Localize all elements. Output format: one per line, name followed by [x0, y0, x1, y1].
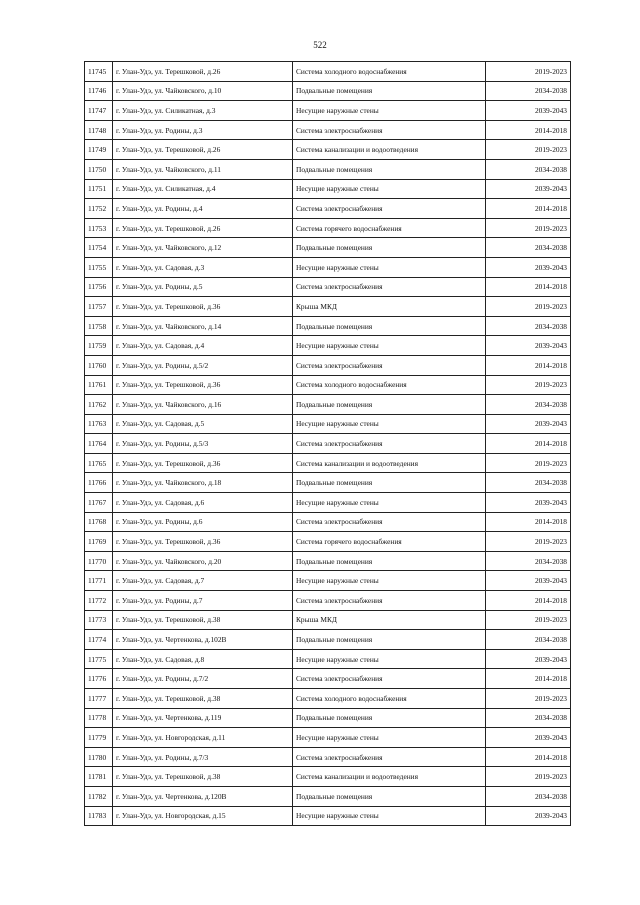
row-address: г. Улан-Удэ, ул. Садовая, д.5 — [113, 414, 293, 434]
row-number: 11776 — [85, 669, 113, 689]
row-system: Несущие наружные стены — [293, 336, 486, 356]
row-period: 2034-2038 — [486, 316, 571, 336]
row-address: г. Улан-Удэ, ул. Чайковского, д.14 — [113, 316, 293, 336]
row-number: 11775 — [85, 649, 113, 669]
registry-table — [84, 61, 571, 826]
row-period: 2014-2018 — [486, 277, 571, 297]
table-row — [85, 493, 571, 513]
row-system: Подвальные помещения — [293, 551, 486, 571]
row-number: 11751 — [85, 179, 113, 199]
row-address: г. Улан-Удэ, ул. Чайковского, д.12 — [113, 238, 293, 258]
row-number: 11746 — [85, 81, 113, 101]
row-system: Система горячего водоснабжения — [293, 218, 486, 238]
row-period: 2034-2038 — [486, 473, 571, 493]
row-number: 11771 — [85, 571, 113, 591]
row-period: 2034-2038 — [486, 81, 571, 101]
row-system: Система электроснабжения — [293, 355, 486, 375]
row-period: 2019-2023 — [486, 453, 571, 473]
row-number: 11782 — [85, 786, 113, 806]
row-period: 2014-2018 — [486, 591, 571, 611]
row-period: 2019-2023 — [486, 297, 571, 317]
row-period: 2019-2023 — [486, 62, 571, 82]
row-period: 2039-2043 — [486, 493, 571, 513]
row-system: Крыша МКД — [293, 610, 486, 630]
row-number: 11774 — [85, 630, 113, 650]
row-address: г. Улан-Удэ, ул. Чертенкова, д.120В — [113, 786, 293, 806]
table-row — [85, 355, 571, 375]
row-number: 11767 — [85, 493, 113, 513]
row-system: Подвальные помещения — [293, 81, 486, 101]
row-number: 11772 — [85, 591, 113, 611]
row-number: 11766 — [85, 473, 113, 493]
row-address: г. Улан-Удэ, ул. Родины, д.7 — [113, 591, 293, 611]
table-row — [85, 277, 571, 297]
row-period: 2019-2023 — [486, 218, 571, 238]
row-number: 11778 — [85, 708, 113, 728]
row-period: 2039-2043 — [486, 179, 571, 199]
row-number: 11759 — [85, 336, 113, 356]
row-system: Подвальные помещения — [293, 395, 486, 415]
row-number: 11770 — [85, 551, 113, 571]
row-system: Несущие наружные стены — [293, 257, 486, 277]
row-system: Система электроснабжения — [293, 512, 486, 532]
row-period: 2034-2038 — [486, 786, 571, 806]
row-address: г. Улан-Удэ, ул. Чертенкова, д.102В — [113, 630, 293, 650]
table-row — [85, 728, 571, 748]
row-system: Несущие наружные стены — [293, 493, 486, 513]
row-system: Подвальные помещения — [293, 159, 486, 179]
row-number: 11761 — [85, 375, 113, 395]
row-system: Система электроснабжения — [293, 199, 486, 219]
row-address: г. Улан-Удэ, ул. Садовая, д.4 — [113, 336, 293, 356]
table-row — [85, 630, 571, 650]
row-system: Система канализации и водоотведения — [293, 453, 486, 473]
table-row — [85, 649, 571, 669]
row-period: 2039-2043 — [486, 649, 571, 669]
page-number: 522 — [313, 40, 327, 50]
row-system: Система холодного водоснабжения — [293, 689, 486, 709]
row-system: Крыша МКД — [293, 297, 486, 317]
row-address: г. Улан-Удэ, ул. Терешковой, д.36 — [113, 532, 293, 552]
row-address: г. Улан-Удэ, ул. Терешковой, д.38 — [113, 610, 293, 630]
row-address: г. Улан-Удэ, ул. Родины, д.5/2 — [113, 355, 293, 375]
row-period: 2039-2043 — [486, 257, 571, 277]
row-system: Несущие наружные стены — [293, 806, 486, 826]
table-row — [85, 120, 571, 140]
table-row — [85, 532, 571, 552]
row-address: г. Улан-Удэ, ул. Родины, д.4 — [113, 199, 293, 219]
row-system: Несущие наружные стены — [293, 414, 486, 434]
row-number: 11765 — [85, 453, 113, 473]
table-row — [85, 395, 571, 415]
row-number: 11755 — [85, 257, 113, 277]
row-number: 11750 — [85, 159, 113, 179]
row-number: 11783 — [85, 806, 113, 826]
row-period: 2014-2018 — [486, 120, 571, 140]
row-period: 2014-2018 — [486, 669, 571, 689]
row-period: 2034-2038 — [486, 395, 571, 415]
row-period: 2039-2043 — [486, 101, 571, 121]
table-row — [85, 159, 571, 179]
table-row — [85, 238, 571, 258]
row-system: Система горячего водоснабжения — [293, 532, 486, 552]
row-system: Система электроснабжения — [293, 120, 486, 140]
row-system: Система электроснабжения — [293, 747, 486, 767]
row-period: 2039-2043 — [486, 571, 571, 591]
row-address: г. Улан-Удэ, ул. Новгородская, д.15 — [113, 806, 293, 826]
row-system: Система электроснабжения — [293, 434, 486, 454]
row-address: г. Улан-Удэ, ул. Терешковой, д.38 — [113, 767, 293, 787]
row-address: г. Улан-Удэ, ул. Терешковой, д.36 — [113, 297, 293, 317]
row-address: г. Улан-Удэ, ул. Родины, д.3 — [113, 120, 293, 140]
row-number: 11756 — [85, 277, 113, 297]
row-system: Подвальные помещения — [293, 473, 486, 493]
row-system: Система электроснабжения — [293, 669, 486, 689]
table-row — [85, 257, 571, 277]
table-row — [85, 767, 571, 787]
table-row — [85, 669, 571, 689]
row-number: 11757 — [85, 297, 113, 317]
row-number: 11753 — [85, 218, 113, 238]
row-period: 2034-2038 — [486, 159, 571, 179]
table-row — [85, 551, 571, 571]
table-row — [85, 218, 571, 238]
row-system: Несущие наружные стены — [293, 728, 486, 748]
row-system: Подвальные помещения — [293, 630, 486, 650]
row-address: г. Улан-Удэ, ул. Садовая, д.6 — [113, 493, 293, 513]
row-number: 11762 — [85, 395, 113, 415]
row-period: 2034-2038 — [486, 630, 571, 650]
row-address: г. Улан-Удэ, ул. Родины, д.6 — [113, 512, 293, 532]
table-row — [85, 434, 571, 454]
table-row — [85, 336, 571, 356]
row-period: 2039-2043 — [486, 414, 571, 434]
row-number: 11780 — [85, 747, 113, 767]
table-row — [85, 81, 571, 101]
row-period: 2014-2018 — [486, 199, 571, 219]
row-address: г. Улан-Удэ, ул. Терешковой, д.36 — [113, 453, 293, 473]
row-system: Система электроснабжения — [293, 277, 486, 297]
row-system: Подвальные помещения — [293, 708, 486, 728]
table-row — [85, 62, 571, 82]
row-number: 11769 — [85, 532, 113, 552]
row-period: 2019-2023 — [486, 689, 571, 709]
table-row — [85, 806, 571, 826]
row-system: Подвальные помещения — [293, 316, 486, 336]
row-number: 11747 — [85, 101, 113, 121]
row-period: 2014-2018 — [486, 434, 571, 454]
row-address: г. Улан-Удэ, ул. Силикатная, д.3 — [113, 101, 293, 121]
row-system: Подвальные помещения — [293, 786, 486, 806]
row-number: 11749 — [85, 140, 113, 160]
row-system: Система холодного водоснабжения — [293, 375, 486, 395]
row-period: 2039-2043 — [486, 728, 571, 748]
row-system: Система канализации и водоотведения — [293, 140, 486, 160]
row-address: г. Улан-Удэ, ул. Родины, д.7/2 — [113, 669, 293, 689]
table-row — [85, 414, 571, 434]
row-system: Несущие наружные стены — [293, 571, 486, 591]
table-row — [85, 101, 571, 121]
row-address: г. Улан-Удэ, ул. Чайковского, д.20 — [113, 551, 293, 571]
row-number: 11764 — [85, 434, 113, 454]
row-address: г. Улан-Удэ, ул. Родины, д.5 — [113, 277, 293, 297]
table-row — [85, 747, 571, 767]
table-row — [85, 297, 571, 317]
table-row — [85, 473, 571, 493]
row-system: Система холодного водоснабжения — [293, 62, 486, 82]
row-system: Несущие наружные стены — [293, 101, 486, 121]
row-number: 11777 — [85, 689, 113, 709]
row-address: г. Улан-Удэ, ул. Терешковой, д.26 — [113, 62, 293, 82]
row-address: г. Улан-Удэ, ул. Садовая, д.7 — [113, 571, 293, 591]
table-row — [85, 140, 571, 160]
row-number: 11773 — [85, 610, 113, 630]
row-system: Несущие наружные стены — [293, 179, 486, 199]
row-period: 2019-2023 — [486, 375, 571, 395]
row-address: г. Улан-Удэ, ул. Терешковой, д.26 — [113, 218, 293, 238]
table-row — [85, 512, 571, 532]
row-address: г. Улан-Удэ, ул. Садовая, д.3 — [113, 257, 293, 277]
registry-table-body — [85, 62, 571, 826]
row-system: Несущие наружные стены — [293, 649, 486, 669]
row-address: г. Улан-Удэ, ул. Терешковой, д.38 — [113, 689, 293, 709]
row-number: 11745 — [85, 62, 113, 82]
row-period: 2019-2023 — [486, 532, 571, 552]
row-address: г. Улан-Удэ, ул. Родины, д.7/3 — [113, 747, 293, 767]
row-address: г. Улан-Удэ, ул. Чайковского, д.11 — [113, 159, 293, 179]
row-address: г. Улан-Удэ, ул. Родины, д.5/3 — [113, 434, 293, 454]
table-row — [85, 375, 571, 395]
row-address: г. Улан-Удэ, ул. Чертенкова, д.119 — [113, 708, 293, 728]
row-period: 2014-2018 — [486, 355, 571, 375]
row-period: 2014-2018 — [486, 512, 571, 532]
row-period: 2039-2043 — [486, 806, 571, 826]
row-address: г. Улан-Удэ, ул. Чайковского, д.18 — [113, 473, 293, 493]
row-period: 2014-2018 — [486, 747, 571, 767]
table-row — [85, 708, 571, 728]
row-number: 11752 — [85, 199, 113, 219]
row-period: 2019-2023 — [486, 767, 571, 787]
row-number: 11760 — [85, 355, 113, 375]
row-address: г. Улан-Удэ, ул. Чайковского, д.16 — [113, 395, 293, 415]
table-row — [85, 453, 571, 473]
row-period: 2034-2038 — [486, 238, 571, 258]
row-number: 11779 — [85, 728, 113, 748]
row-address: г. Улан-Удэ, ул. Силикатная, д.4 — [113, 179, 293, 199]
row-address: г. Улан-Удэ, ул. Новгородская, д.11 — [113, 728, 293, 748]
row-address: г. Улан-Удэ, ул. Садовая, д.8 — [113, 649, 293, 669]
table-row — [85, 571, 571, 591]
row-period: 2019-2023 — [486, 140, 571, 160]
row-period: 2019-2023 — [486, 610, 571, 630]
table-row — [85, 199, 571, 219]
row-number: 11763 — [85, 414, 113, 434]
row-number: 11754 — [85, 238, 113, 258]
table-row — [85, 610, 571, 630]
row-address: г. Улан-Удэ, ул. Терешковой, д.36 — [113, 375, 293, 395]
row-number: 11758 — [85, 316, 113, 336]
table-row — [85, 316, 571, 336]
row-number: 11768 — [85, 512, 113, 532]
row-address: г. Улан-Удэ, ул. Терешковой, д.26 — [113, 140, 293, 160]
row-period: 2039-2043 — [486, 336, 571, 356]
table-row — [85, 179, 571, 199]
row-number: 11748 — [85, 120, 113, 140]
row-system: Система электроснабжения — [293, 591, 486, 611]
table-row — [85, 786, 571, 806]
row-system: Подвальные помещения — [293, 238, 486, 258]
table-row — [85, 689, 571, 709]
row-address: г. Улан-Удэ, ул. Чайковского, д.10 — [113, 81, 293, 101]
row-period: 2034-2038 — [486, 708, 571, 728]
row-system: Система канализации и водоотведения — [293, 767, 486, 787]
row-period: 2034-2038 — [486, 551, 571, 571]
row-number: 11781 — [85, 767, 113, 787]
table-row — [85, 591, 571, 611]
